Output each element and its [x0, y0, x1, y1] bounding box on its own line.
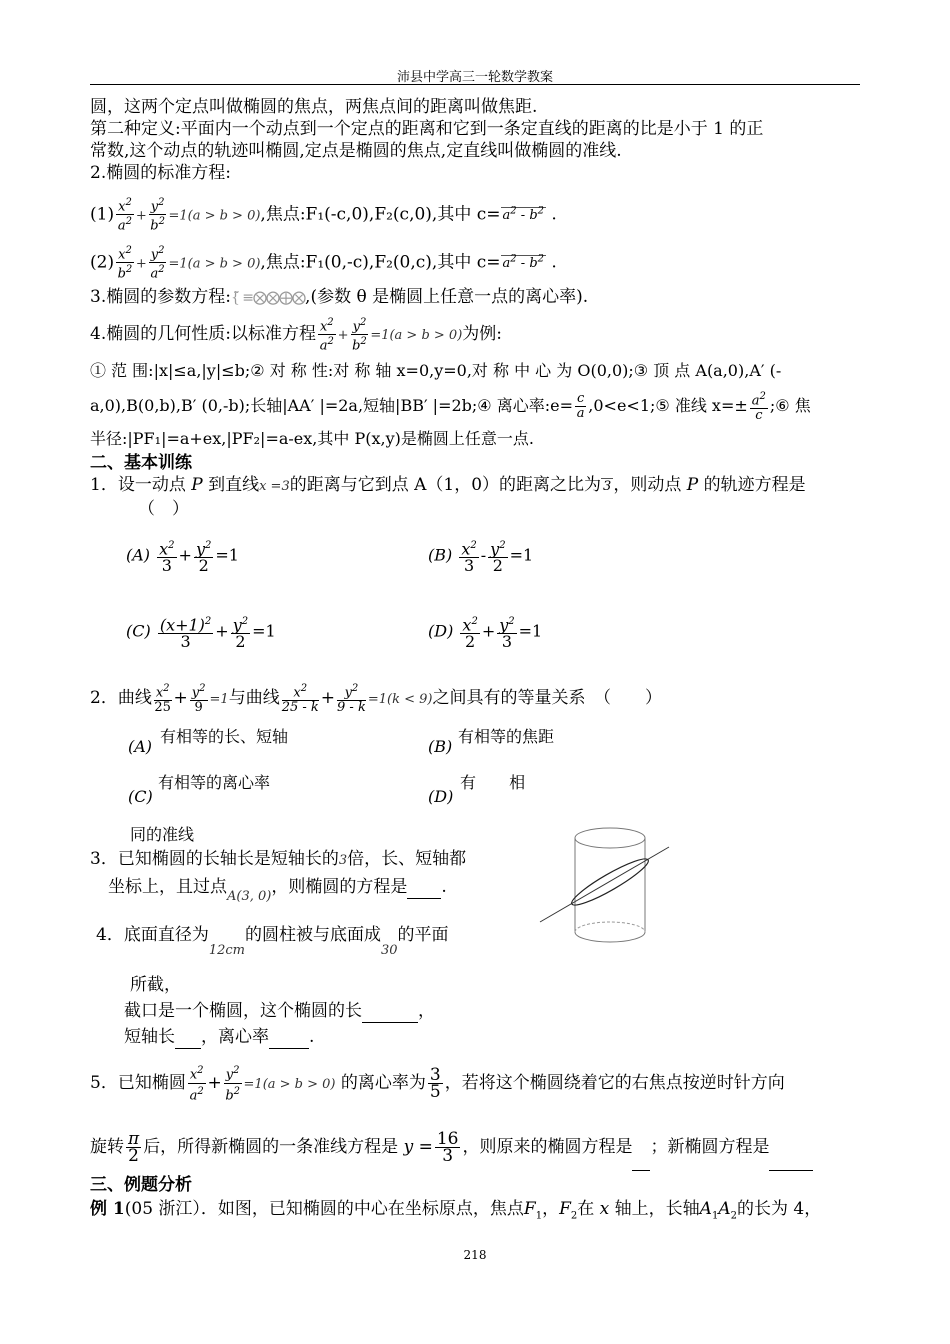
prop-text: 为例:	[462, 324, 503, 344]
answer-blank[interactable]	[175, 1026, 201, 1049]
text-part: 的离心率为	[340, 1073, 426, 1093]
option-b: (B) $\frac{x^2}{3}$ - $\frac{y^2}{2}$ =1	[428, 539, 534, 576]
question-4-cont: 截口是一个椭圆，这个椭圆的长 ，	[124, 1001, 435, 1021]
text-line: 4.椭圆的几何性质:以标准方程 $\frac{x^2}{a^2}$ + $\frac{y^2}{b^2}$ =1(a > b > 0)为例:	[90, 316, 503, 354]
answer-blank[interactable]	[632, 1124, 650, 1171]
option-d: (D) $\frac{x^2}{2}$ + $\frac{y^2}{3}$ =1	[428, 615, 543, 652]
text-part: ；新椭圆方程是	[650, 1137, 770, 1157]
text-part: 的圆柱被与底面成	[244, 925, 381, 945]
text-part: 的长为 4，	[736, 1199, 822, 1219]
eq-text: ,焦点:F₁(-c,0),F₂(c,0),其中 c=	[260, 204, 501, 225]
equation-line-2: (2) $\frac{x^2}{b^2}$ + $\frac{y^2}{a^2}$ =1(a > b > 0),焦点:F₁(0,-c),F₂(0,c),其中 $c= a^2 - b^2$ .	[90, 245, 557, 282]
example-1: 例 1(05 浙江）．如图，已知椭圆的中心在坐标原点，焦点$F_1$，$F_2$在 x 轴上，长轴$A_1A_2$的长为 4，	[90, 1199, 822, 1222]
text-part: 2．曲线	[90, 688, 152, 708]
text-part: 后，所得新椭圆的一条准线方程是	[143, 1137, 399, 1157]
text-part: 1．设一动点	[90, 475, 186, 495]
text-part: 5．已知椭圆	[90, 1073, 186, 1093]
question-2: 2．曲线 $\frac{x^2}{25}$ + $\frac{y^2}{9}$ =1与曲线 $\frac{x^2}{25 - k}$ + $\frac{y^2}{9 - k}$ =1(k < 9)之间具有的等量关系 （ ）	[90, 682, 662, 716]
option-b-label: (B)	[428, 737, 453, 756]
text-part: 短轴长	[124, 1027, 175, 1047]
text-part: 到直线	[208, 475, 260, 495]
text-part: ，则椭圆的方程是	[271, 877, 408, 897]
text-part: 与曲线	[228, 688, 280, 708]
text-part: ,0<e<1;⑤ 准线 x=±	[588, 396, 748, 415]
answer-blank[interactable]	[769, 1124, 813, 1171]
equation-line-1: (1) $\frac{x^2}{a^2}$ + $\frac{y^2}{b^2}$ =1(a > b > 0),焦点:F₁(-c,0),F₂(c,0),其中 $c= a^2 - b^2$ .	[90, 197, 557, 234]
text-part: ，则原来的椭圆方程是	[462, 1137, 633, 1157]
question-4-cont: 所截，	[130, 975, 181, 995]
eq-label: (2)	[90, 252, 115, 273]
question-3-cont: 坐标上，且过点$_{A(3, 0)}$，则椭圆的方程是 .	[108, 877, 447, 904]
option-d-text-cont: 同的准线	[130, 825, 195, 844]
question-4-cont: 短轴长 ，离心率 .	[124, 1027, 315, 1047]
fraction: $\frac{y^2}{b^2}$	[150, 197, 165, 234]
text-line	[90, 384, 860, 428]
question-1: 1．设一动点 P 到直线x =3的距离与它到点 A（1，0）的距离之比为 3 ，则动点 P 的轨迹方程是	[90, 475, 806, 495]
question-5: 5．已知椭圆 $\frac{x^2}{a^2}$ + $\frac{y^2}{b^2}$ =1(a > b > 0) 的离心率为 $\frac{3}{5}$ ，若将这个椭圆绕着它的右焦点按逆时针方向	[90, 1064, 785, 1104]
option-a: (A) $\frac{x^2}{3}$ + $\frac{y^2}{2}$ =1	[126, 539, 239, 576]
text-part: 的轨迹方程是	[703, 475, 806, 495]
fraction: $\frac{y^2}{a^2}$	[150, 245, 165, 282]
prop-label: 4.椭圆的几何性质:以标准方程	[90, 324, 316, 344]
fraction: $\frac{x^2}{a^2}$	[117, 197, 133, 234]
option-a-text: 有相等的长、短轴	[160, 727, 289, 746]
text-part: 截口是一个椭圆，这个椭圆的长	[124, 1001, 362, 1021]
text-part: ，若将这个椭圆绕着它的右焦点按逆时针方向	[444, 1073, 785, 1093]
fraction: $\frac{a^2}{c}$	[751, 390, 766, 424]
text-part: a,0),B(0,b),B′ (0,-b);长轴|AA′ |=2a,短轴|BB′ |=2b;④ 离心率:e=	[90, 396, 573, 415]
page-header: 沛县中学高三一轮数学教案	[396, 70, 553, 85]
fraction: $\frac{y^2}{b^2}$	[352, 316, 367, 354]
example-label: 例 1	[90, 1199, 125, 1219]
option-d-label: (D)	[428, 787, 454, 806]
section-heading: 三、例题分析	[90, 1175, 192, 1195]
header-rule	[90, 84, 860, 85]
text-line: 圆，这两个定点叫做椭圆的焦点，两焦点间的距离叫做焦距.	[90, 97, 538, 117]
sqrt-expression: $a^2 - b^2$	[502, 254, 545, 272]
cylinder-figure	[535, 820, 685, 955]
param-label: 3.椭圆的参数方程:	[90, 287, 231, 307]
option-c-text: 有相等的离心率	[158, 773, 271, 792]
text-line: 常数,这个动点的轨迹叫椭圆,定点是椭圆的焦点,定直线叫做椭圆的准线.	[90, 141, 622, 161]
text-line: 2.椭圆的标准方程:	[90, 163, 231, 183]
text-part: 坐标上，且过点	[108, 877, 227, 897]
question-4: 4．底面直径为$_{12cm}$的圆柱被与底面成$_{30}$的平面	[96, 925, 449, 958]
text-part: ，则动点	[613, 475, 682, 495]
text-part: 在	[577, 1199, 595, 1219]
garbled-formula: {̃ ≡⨂⨂⨁⨂	[230, 290, 306, 306]
fraction: $\frac{c}{a}$	[576, 391, 585, 421]
text-part: 的距离与它到点 A（1，0）的距离之比为	[289, 475, 602, 495]
answer-blank[interactable]	[362, 1000, 418, 1023]
answer-blank[interactable]	[407, 876, 441, 899]
option-a-label: (A)	[128, 737, 153, 756]
question-3: 3．已知椭圆的长轴长是短轴长的3倍，长、短轴都	[90, 849, 467, 869]
text-line: ① 范 围:|x|≤a,|y|≤b;② 对 称 性:对 称 轴 x=0,y=0,对 称 中 心 为 O(0,0);③ 顶 点 A(a,0),A′ (-	[90, 361, 782, 380]
eq-text: ,焦点:F₁(0,-c),F₂(0,c),其中 c=	[260, 252, 501, 273]
text-part: ，离心率	[201, 1027, 269, 1047]
page-number: 218	[463, 1248, 487, 1262]
option-c-label: (C)	[128, 787, 153, 806]
answer-paren: （ ）	[138, 499, 189, 519]
param-text: ,(参数 θ 是椭圆上任意一点的离心率).	[305, 287, 589, 307]
text-line: 半径:|PF₁|=a+ex,|PF₂|=a-ex,其中 P(x,y)是椭圆上任意一点.	[90, 429, 534, 448]
text-part: 轴上，长轴	[614, 1199, 700, 1219]
text-part: 4．底面直径为	[96, 925, 209, 945]
text-part: 的平面	[397, 925, 449, 945]
eq-label: (1)	[90, 204, 115, 225]
text-line	[90, 286, 860, 309]
option-d-text: 有 相	[460, 773, 530, 792]
question-5-cont: 旋转 $\frac{\pi}{2}$ 后，所得新椭圆的一条准线方程是 y = $\frac{16}{3}$ ，则原来的椭圆方程是 ；新椭圆方程是	[90, 1124, 860, 1170]
answer-blank[interactable]	[269, 1026, 309, 1049]
fraction: $\frac{x^2}{a^2}$	[319, 316, 334, 354]
text-part: ;⑥ 焦	[769, 396, 811, 415]
text-line: 第二种定义:平面内一个动点到一个定点的距离和它到一条定直线的距离的比是小于 1 的正	[90, 119, 764, 139]
text-part: 3．已知椭圆的长轴长是短轴长的	[90, 849, 339, 869]
option-b-text: 有相等的焦距	[458, 727, 555, 746]
text-part: 旋转	[90, 1137, 124, 1157]
option-c: (C) $\frac{(x+1)^2}{3}$ + $\frac{y^2}{2}$ =1	[126, 615, 276, 652]
fraction: $\frac{x^2}{b^2}$	[117, 245, 133, 282]
text-part: (05 浙江）．如图，已知椭圆的中心在坐标原点，焦点	[124, 1199, 524, 1219]
sqrt-expression: $a^2 - b^2$	[502, 206, 545, 224]
section-heading: 二、基本训练	[90, 453, 192, 473]
text-part: 倍，长、短轴都	[347, 849, 467, 869]
text-part: 之间具有的等量关系 （ ）	[432, 688, 662, 708]
